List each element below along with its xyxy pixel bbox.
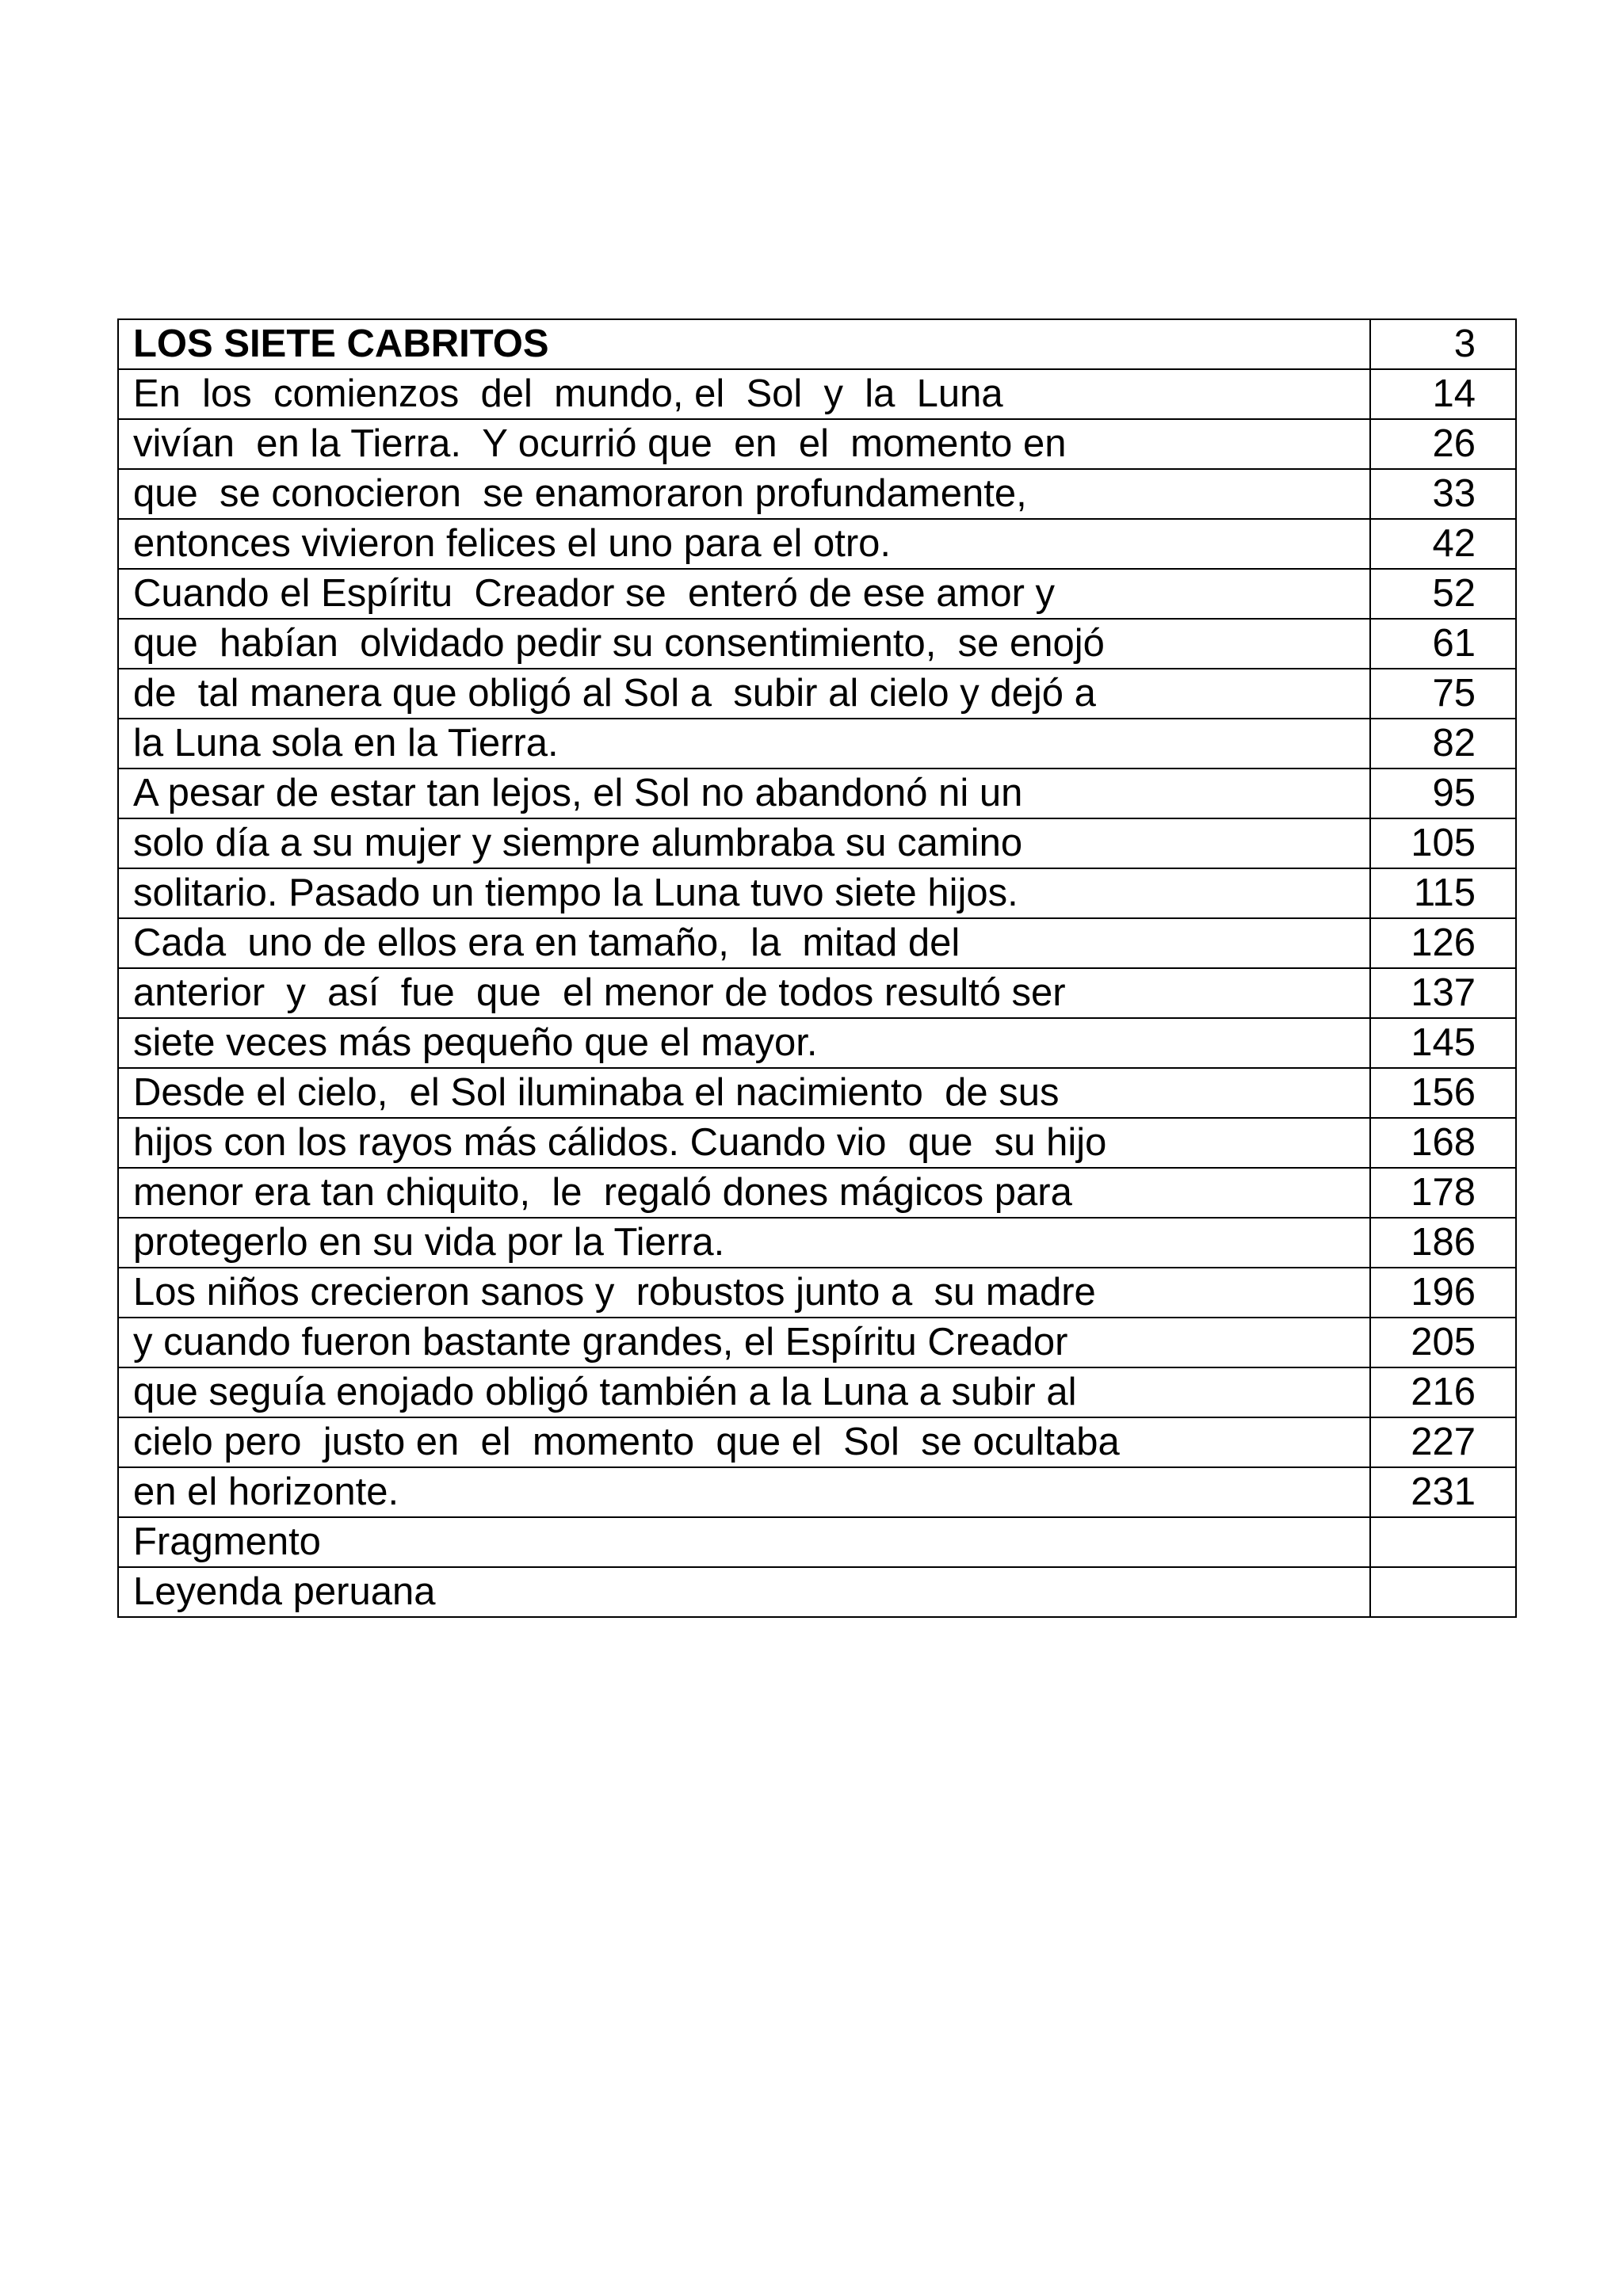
table-row bbox=[118, 669, 1516, 719]
table-row bbox=[118, 1168, 1516, 1218]
line-text: siete veces más pequeño que el mayor. bbox=[118, 1018, 1370, 1068]
word-count-cell: 178 bbox=[1370, 1168, 1516, 1218]
line-text: Cuando el Espíritu Creador se enteró de ese amor y bbox=[118, 569, 1370, 619]
table-row bbox=[118, 1367, 1516, 1417]
word-count-cell: 196 bbox=[1370, 1268, 1516, 1318]
word-count-cell: 227 bbox=[1370, 1417, 1516, 1467]
word-count-cell: 3 bbox=[1370, 319, 1516, 369]
table-row bbox=[118, 1567, 1516, 1617]
word-count-cell: 115 bbox=[1370, 868, 1516, 918]
word-count-cell: 61 bbox=[1370, 619, 1516, 669]
line-text: entonces vivieron felices el uno para el otro. bbox=[118, 519, 1370, 569]
table-row bbox=[118, 968, 1516, 1018]
table-body bbox=[118, 319, 1516, 1617]
table-row bbox=[118, 1417, 1516, 1467]
line-text: Cada uno de ellos era en tamaño, la mitad del bbox=[118, 918, 1370, 968]
line-text: hijos con los rayos más cálidos. Cuando vio que su hijo bbox=[118, 1118, 1370, 1168]
line-text: y cuando fueron bastante grandes, el Espíritu Creador bbox=[118, 1318, 1370, 1367]
word-count-cell: 216 bbox=[1370, 1367, 1516, 1417]
line-text: que seguía enojado obligó también a la Luna a subir al bbox=[118, 1367, 1370, 1417]
word-count-cell: 26 bbox=[1370, 419, 1516, 469]
table-row bbox=[118, 769, 1516, 818]
table-row bbox=[118, 1118, 1516, 1168]
table-row bbox=[118, 1517, 1516, 1567]
word-count-cell: 145 bbox=[1370, 1018, 1516, 1068]
line-text: Los niños crecieron sanos y robustos junto a su madre bbox=[118, 1268, 1370, 1318]
word-count-cell: 231 bbox=[1370, 1467, 1516, 1517]
table-row bbox=[118, 918, 1516, 968]
word-count-cell: 126 bbox=[1370, 918, 1516, 968]
word-count-cell: 156 bbox=[1370, 1068, 1516, 1118]
word-count-cell: 186 bbox=[1370, 1218, 1516, 1268]
line-text: anterior y así fue que el menor de todos resultó ser bbox=[118, 968, 1370, 1018]
table-row bbox=[118, 719, 1516, 769]
word-count-cell: 205 bbox=[1370, 1318, 1516, 1367]
table-row bbox=[118, 1467, 1516, 1517]
line-text: solitario. Pasado un tiempo la Luna tuvo siete hijos. bbox=[118, 868, 1370, 918]
line-text: protegerlo en su vida por la Tierra. bbox=[118, 1218, 1370, 1268]
word-count-cell: 42 bbox=[1370, 519, 1516, 569]
word-count-cell: 14 bbox=[1370, 369, 1516, 419]
word-count-cell: 82 bbox=[1370, 719, 1516, 769]
word-count-cell: 105 bbox=[1370, 818, 1516, 868]
table-row bbox=[118, 1318, 1516, 1367]
word-count-cell: 95 bbox=[1370, 769, 1516, 818]
line-text: vivían en la Tierra. Y ocurrió que en el momento en bbox=[118, 419, 1370, 469]
table-row bbox=[118, 818, 1516, 868]
word-count-cell: 168 bbox=[1370, 1118, 1516, 1168]
table-row bbox=[118, 1218, 1516, 1268]
passage-title: LOS SIETE CABRITOS bbox=[118, 319, 1370, 369]
line-text: la Luna sola en la Tierra. bbox=[118, 719, 1370, 769]
line-text: Fragmento bbox=[118, 1517, 1370, 1567]
table-row bbox=[118, 1268, 1516, 1318]
line-text: En los comienzos del mundo, el Sol y la Luna bbox=[118, 369, 1370, 419]
table-row bbox=[118, 619, 1516, 669]
reading-passage-table bbox=[117, 318, 1517, 1618]
table-row bbox=[118, 868, 1516, 918]
word-count-cell: 52 bbox=[1370, 569, 1516, 619]
table-row bbox=[118, 369, 1516, 419]
line-text: Desde el cielo, el Sol iluminaba el nacimiento de sus bbox=[118, 1068, 1370, 1118]
word-count-cell: 33 bbox=[1370, 469, 1516, 519]
word-count-cell: 137 bbox=[1370, 968, 1516, 1018]
line-text: Leyenda peruana bbox=[118, 1567, 1370, 1617]
word-count-cell: 75 bbox=[1370, 669, 1516, 719]
line-text: menor era tan chiquito, le regaló dones mágicos para bbox=[118, 1168, 1370, 1218]
table-row bbox=[118, 519, 1516, 569]
line-text: que se conocieron se enamoraron profundamente, bbox=[118, 469, 1370, 519]
table-row bbox=[118, 569, 1516, 619]
line-text: solo día a su mujer y siempre alumbraba su camino bbox=[118, 818, 1370, 868]
title-row bbox=[118, 319, 1516, 369]
line-text: de tal manera que obligó al Sol a subir al cielo y dejó a bbox=[118, 669, 1370, 719]
line-text: cielo pero justo en el momento que el Sol se ocultaba bbox=[118, 1417, 1370, 1467]
word-count-cell bbox=[1370, 1517, 1516, 1567]
table-row bbox=[118, 1018, 1516, 1068]
table-row bbox=[118, 1068, 1516, 1118]
table-row bbox=[118, 419, 1516, 469]
line-text: en el horizonte. bbox=[118, 1467, 1370, 1517]
table-row bbox=[118, 469, 1516, 519]
line-text: que habían olvidado pedir su consentimiento, se enojó bbox=[118, 619, 1370, 669]
word-count-cell bbox=[1370, 1567, 1516, 1617]
line-text: A pesar de estar tan lejos, el Sol no abandonó ni un bbox=[118, 769, 1370, 818]
